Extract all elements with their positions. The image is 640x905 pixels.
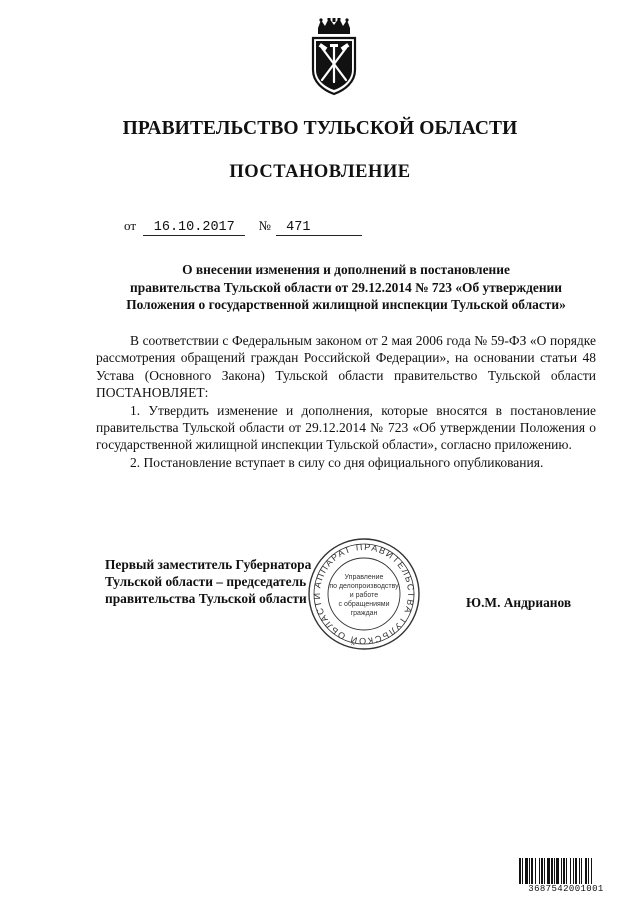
document-date: 16.10.2017 — [143, 221, 245, 236]
signatory-line-1: Первый заместитель Губернатора — [105, 557, 312, 572]
body-paragraph-2: 1. Утвердить изменение и дополнения, которые вносятся в постановление правительства Тульской области от 29.12.2014 № 723 «Об утверждении Положения о государственной жилищной инспекции Тульской области», согласно приложению. — [96, 402, 596, 453]
date-prefix: от — [124, 218, 137, 233]
signatory-name: Ю.М. Андрианов — [466, 595, 572, 610]
document-body — [96, 332, 596, 471]
document-type: ПОСТАНОВЛЕНИЕ — [229, 162, 411, 182]
signatory-line-2: Тульской области – председатель — [105, 574, 307, 590]
body-paragraph-3: 2. Постановление вступает в силу со дня официального опубликования. — [130, 454, 544, 470]
stamp-inner-line-4: с обращениями — [338, 601, 390, 608]
coat-of-arms-icon — [309, 18, 359, 96]
organization-title: ПРАВИТЕЛЬСТВО ТУЛЬСКОЙ ОБЛАСТИ — [122, 118, 518, 139]
stamp-inner-line-2: по делопроизводству — [329, 583, 399, 590]
subject-line-2: правительства Тульской области от 29.12.2014 № 723 «Об утверждении — [130, 279, 562, 295]
stamp-inner-line-1: Управление — [344, 574, 384, 581]
registration-line — [124, 218, 362, 236]
subject-line-3: Положения о государственной жилищной инспекции Тульской области» — [126, 297, 566, 312]
stamp-ring-text: АППАРАТ ПРАВИТЕЛЬСТВА ТУЛЬСКОЙ ОБЛАСТИ — [311, 541, 417, 647]
official-stamp — [307, 537, 421, 651]
signatory-line-3: правительства Тульской области — [105, 591, 307, 607]
barcode-number: 3687542001001 — [518, 884, 614, 894]
stamp-inner-line-3: и работе — [349, 592, 379, 599]
number-prefix: № — [258, 218, 271, 233]
document-subject — [96, 261, 596, 314]
body-paragraph-1: В соответствии с Федеральным законом от 2 мая 2006 года № 59-ФЗ «О порядке рассмотрения обращений граждан Российской Федерации», на основании статьи 48 Устава (Основного Закона) Тульской области правительство Тульской области ПОСТАНОВЛЯЕТ: — [96, 333, 596, 401]
subject-line-1: О внесении изменения и дополнений в постановление — [182, 262, 510, 277]
document-number: 471 — [276, 221, 362, 236]
stamp-inner-line-5: граждан — [350, 610, 378, 617]
signatory-title — [105, 556, 311, 608]
